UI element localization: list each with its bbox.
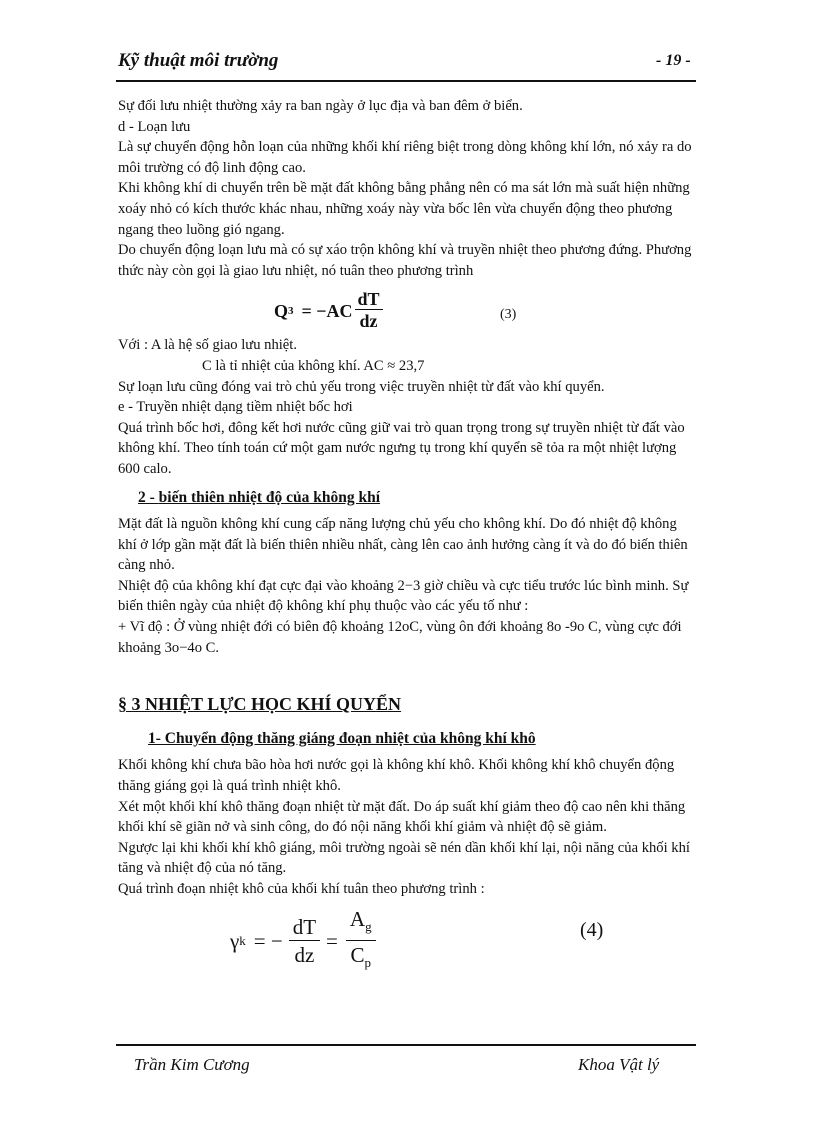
paragraph: Sự loạn lưu cũng đóng vai trò chủ yếu trong việc truyền nhiệt từ đất vào khí quyển. [118, 378, 605, 395]
equation-3 [118, 283, 698, 331]
eq3-numerator: dT [355, 289, 383, 310]
paragraph: Ngược lại khi khối khí khô giáng, môi trường ngoài sẽ nén dần khối khí lại, nội năng của khối khí tăng và nhiệt độ của nó tăng. [118, 839, 690, 877]
eq4-eq1: = − [253, 928, 283, 953]
section-heading: § 3 NHIỆT LỰC HỌC KHÍ QUYỂN [118, 694, 402, 715]
paragraph: Do chuyển động loạn lưu mà có sự xáo trộn không khí và truyền nhiệt theo phương đứng. Phương thức này còn gọi là giao lưu nhiệt, nó tuân theo phương trình [118, 242, 692, 279]
body-text [118, 96, 698, 968]
footer-author: Trần Kim Cương [134, 1055, 250, 1074]
footer-divider [116, 1044, 696, 1046]
equation-4 [118, 906, 698, 968]
paragraph: d - Loạn lưu [118, 118, 191, 135]
eq4-denominator-1: dz [294, 942, 315, 967]
paragraph: + Vĩ độ : Ở vùng nhiệt đới có biên độ khoảng 12oC, vùng ôn đới khoảng 8o -9o C, vùng cực đới khoảng 3o−4o C. [118, 619, 682, 656]
paragraph: Là sự chuyển động hỗn loạn của những khối khí riêng biệt trong dòng không khí lớn, nó xảy ra do môi trường có độ linh động cao. [118, 139, 692, 176]
paragraph: Sự đối lưu nhiệt thường xảy ra ban ngày ở lục địa và ban đêm ở biển. [118, 98, 523, 114]
paragraph: Mặt đất là nguồn không khí cung cấp năng lượng chủ yếu cho không khí. Do đó nhiệt độ không khí ở lớp gần mặt đất là biến thiên nhiều nhất, càng lên cao ảnh hưởng càng ít và do đó biến thiên càng nhỏ. [118, 516, 688, 574]
paragraph: Với : A là hệ số giao lưu nhiệt. [118, 337, 297, 354]
eq3-lhs-sub: 3 [288, 304, 294, 317]
paragraph: Khối không khí chưa bão hòa hơi nước gọi là không khí khô. Khối không khí khô chuyển động thăng giáng gọi là quá trình nhiệt khô. [118, 757, 675, 795]
header-title: Kỹ thuật môi trường [118, 50, 279, 71]
paragraph: Khi không khí di chuyển trên bề mặt đất không bằng phẳng nên có ma sát lớn mà suất hiện những xoáy nhỏ có kích thước khác nhau, những xoáy này vừa bốc lên vừa chuyển động theo phương ngang theo luồng gió ngang. [118, 180, 690, 238]
eq4-numerator-2-sub: g [365, 918, 372, 934]
eq3-fraction [355, 289, 383, 332]
eq4-fraction-1 [289, 914, 320, 969]
paragraph: Nhiệt độ của không khí đạt cực đại vào khoảng 2−3 giờ chiều và cực tiểu trước lúc bình minh. Sự biến thiên ngày của nhiệt độ không khí phụ thuộc vào các yếu tố như : [118, 577, 689, 615]
paragraph: Quá trình bốc hơi, đông kết hơi nước cũng giữ vai trò quan trọng trong sự truyền nhiệt từ đất vào không khí. Theo tính toán cứ một gam nước ngưng tụ trong khí quyển sẽ tỏa ra một nhiệt lượng 600 calo. [118, 419, 685, 477]
paragraph: C là tỉ nhiệt của không khí. AC ≈ 23,7 [202, 357, 425, 374]
paragraph: e - Truyền nhiệt dạng tiềm nhiệt bốc hơi [118, 399, 353, 416]
eq4-numerator-1: dT [289, 914, 320, 941]
eq4-fraction-2 [346, 906, 376, 977]
eq4-lhs: γ [230, 928, 240, 953]
eq3-number: (3) [500, 307, 517, 323]
subheading-1: 1- Chuyển động thăng giáng đoạn nhiệt của không khí khô [148, 729, 536, 747]
eq4-number: (4) [580, 918, 604, 941]
eq4-numerator-2-main: A [349, 906, 366, 931]
header-page-number: - 19 - [656, 52, 691, 69]
eq4-eq2: = [326, 928, 338, 953]
eq3-denominator: dz [359, 311, 378, 332]
eq4-numerator-2 [346, 906, 376, 941]
subheading-2-number: 2 - [138, 488, 159, 506]
eq3-lhs: Q [274, 300, 289, 321]
subheading-2 [138, 488, 698, 509]
paragraph: Xét một khối khí khô thăng đoạn nhiệt từ mặt đất. Do áp suất khí giảm theo độ cao nên khi thăng khối khí sẽ giãn nở và sinh công, do đó nội năng khối khí giảm và nhiệt độ sẽ giảm. [118, 798, 686, 836]
paragraph: Quá trình đoạn nhiệt khô của khối khí tuân theo phương trình : [118, 881, 485, 897]
subheading-2-text: biến thiên nhiệt độ của không khí [158, 488, 381, 506]
eq3-rhs: = −AC [301, 300, 353, 321]
eq4-denominator-2 [346, 941, 375, 977]
header-divider [116, 80, 696, 82]
footer-department: Khoa Vật lý [578, 1055, 660, 1074]
eq4-lhs-sub: k [239, 932, 246, 948]
eq4-denominator-2-sub: p [364, 954, 371, 970]
eq4-denominator-2-main: C [350, 942, 365, 967]
